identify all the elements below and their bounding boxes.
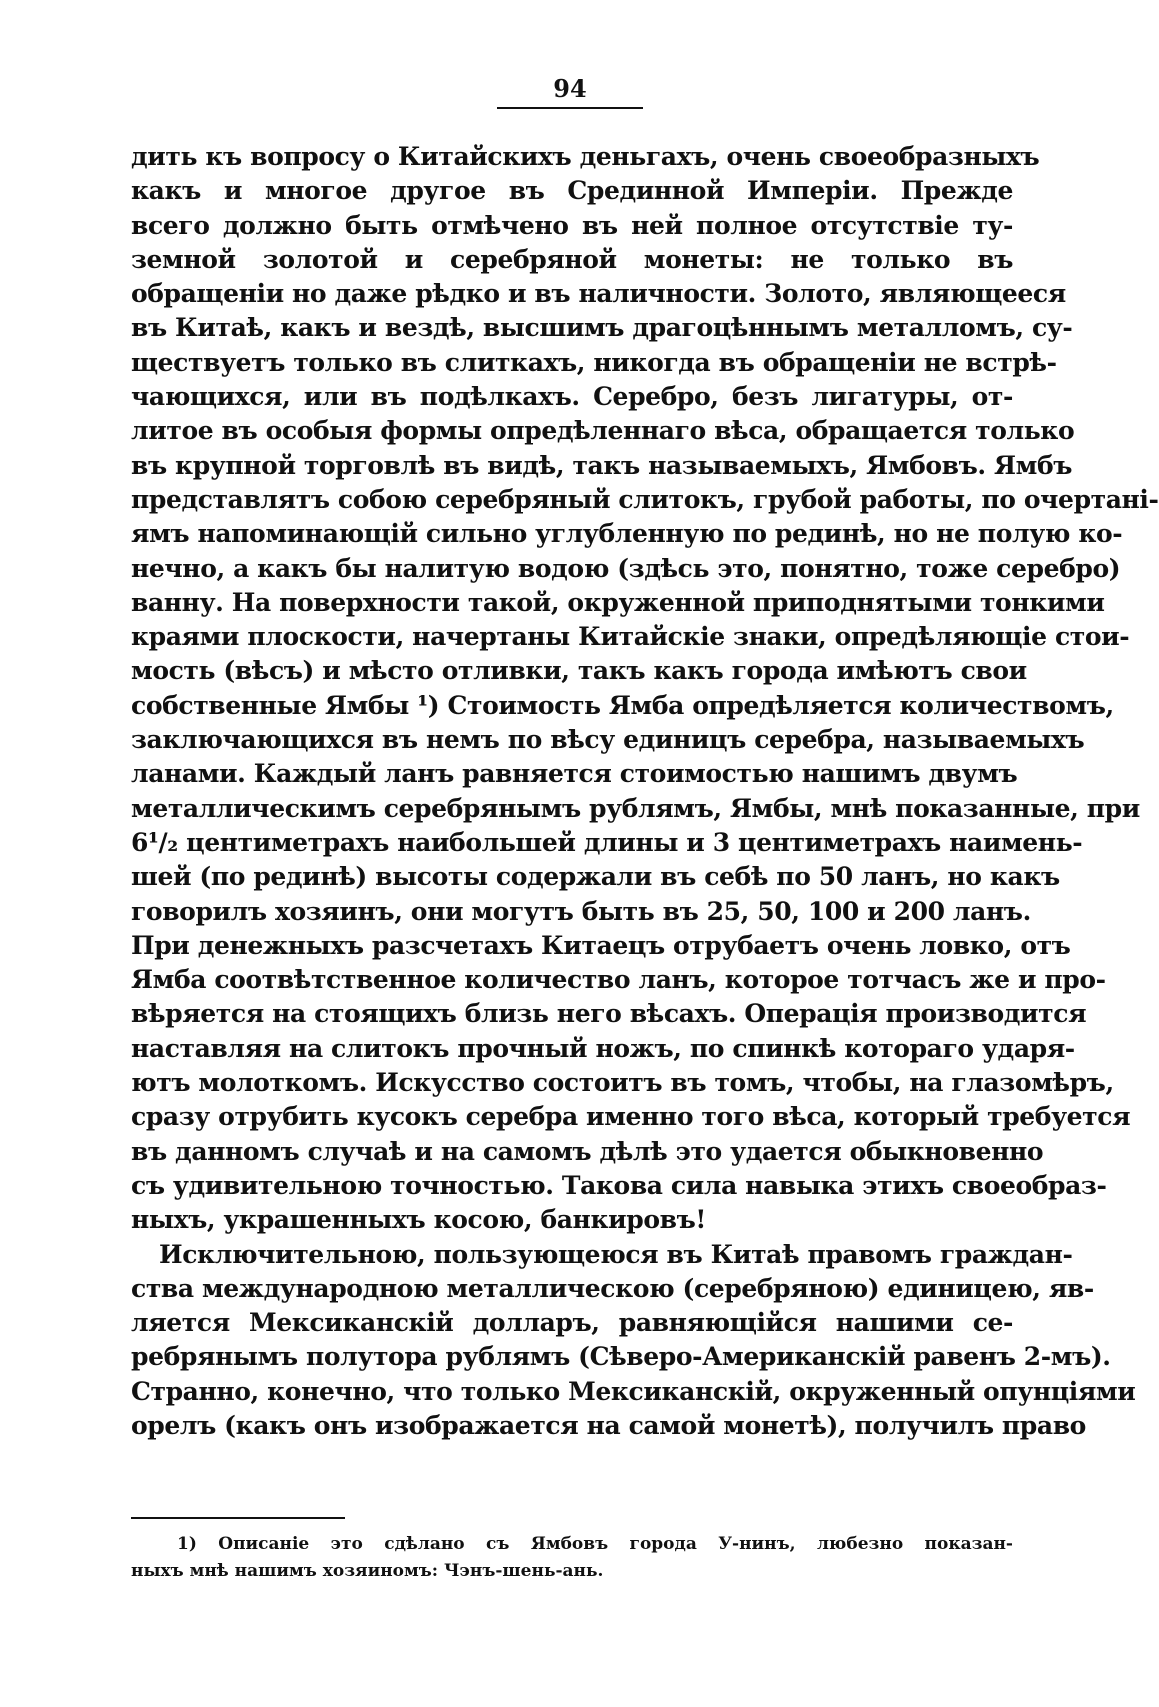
text-line: нечно, а какъ бы налитую водою (здѣсь это, понятно, тоже серебро): [131, 553, 1121, 583]
text-line: ютъ молоткомъ. Искусство состоитъ въ томъ, чтобы, на глазомѣръ,: [131, 1068, 1114, 1098]
text-line: представлятъ собою серебряный слитокъ, грубой работы, по очертані-: [131, 484, 1159, 514]
text-line: ляется Мексиканскій долларъ, равняющійся нашими се-: [131, 1308, 1013, 1338]
text-line: въ Китаѣ, какъ и вездѣ, высшимъ драгоцѣннымъ металломъ, су-: [131, 313, 1073, 343]
text-line: При денежныхъ разсчетахъ Китаецъ отрубаетъ очень ловко, отъ: [131, 930, 1071, 960]
footnote: [131, 1531, 1013, 1585]
text-line: ямъ напоминающій сильно углубленную по рединѣ, но не полую ко-: [131, 519, 1123, 549]
text-line: въ данномъ случаѣ и на самомъ дѣлѣ это удается обыкновенно: [131, 1136, 1044, 1166]
text-line: мость (вѣсъ) и мѣсто отливки, такъ какъ города имѣютъ свои: [131, 656, 1027, 686]
text-line: земной золотой и серебряной монеты: не только въ: [131, 244, 1013, 274]
text-line: краями плоскости, начертаны Китайскіе знаки, опредѣляющіе стои-: [131, 622, 1130, 652]
text-line: какъ и многое другое въ Срединной Имперіи. Прежде: [131, 176, 1013, 206]
text-line: орелъ (какъ онъ изображается на самой монетѣ), получилъ право: [131, 1410, 1086, 1440]
text-line: ребрянымъ полутора рублямъ (Сѣверо-Американскій равенъ 2-мъ).: [131, 1342, 1111, 1372]
text-line: литое въ особыя формы опредѣленнаго вѣса, обращается только: [131, 416, 1075, 446]
text-line: говорилъ хозяинъ, они могутъ быть въ 25, 50, 100 и 200 ланъ.: [131, 896, 1031, 926]
text-line: съ удивительною точностью. Такова сила навыка этихъ своеобраз-: [131, 1170, 1107, 1200]
text-line: дить къ вопросу о Китайскихъ деньгахъ, очень своеобразныхъ: [131, 142, 1040, 171]
text-line: Странно, конечно, что только Мексиканскій, окруженный опунціями: [131, 1376, 1136, 1406]
text-line: шей (по рединѣ) высоты содержали въ себѣ по 50 ланъ, но какъ: [131, 862, 1060, 892]
text-line: металлическимъ серебрянымъ рублямъ, Ямбы, мнѣ показанные, при: [131, 793, 1140, 823]
text-line: сразу отрубить кусокъ серебра именно того вѣса, который требуется: [131, 1102, 1131, 1132]
page-number: 94: [553, 74, 587, 103]
text-line: ланами. Каждый ланъ равняется стоимостью нашимъ двумъ: [131, 759, 1018, 789]
text-line: вѣряется на стоящихъ близь него вѣсахъ. Операція производится: [131, 999, 1087, 1029]
text-line: 6¹/₂ центиметрахъ наибольшей длины и 3 центиметрахъ наимень-: [131, 827, 1083, 857]
text-line: въ крупной торговлѣ въ видѣ, такъ называемыхъ, Ямбовъ. Ямбъ: [131, 450, 1072, 480]
text-line: ныхъ, украшенныхъ косою, банкировъ!: [131, 1205, 706, 1235]
text-line: Ямба соотвѣтственное количество ланъ, которое тотчасъ же и про-: [131, 965, 1106, 995]
text-line: ванну. На поверхности такой, окруженной приподнятыми тонкими: [131, 587, 1105, 617]
text-line: всего должно быть отмѣчено въ ней полное отсутствіе ту-: [131, 210, 1013, 240]
text-line: ществуетъ только въ слиткахъ, никогда въ обращеніи не встрѣ-: [131, 347, 1057, 377]
body-text: [131, 140, 1159, 1443]
text-line: заключающихся въ немъ по вѣсу единицъ серебра, называемыхъ: [131, 725, 1085, 755]
footnote-rule: [131, 1517, 345, 1519]
header-rule: [497, 107, 643, 109]
text-line: собственные Ямбы ¹) Стоимость Ямба опредѣляется количествомъ,: [131, 690, 1114, 720]
text-line: ства международною металлическою (серебряною) единицею, яв-: [131, 1273, 1094, 1303]
text-line: наставляя на слитокъ прочный ножъ, по спинкѣ котораго ударя-: [131, 1033, 1075, 1063]
text-line: Исключительною, пользующеюся въ Китаѣ правомъ граждан-: [159, 1239, 1073, 1269]
footnote-line: 1) Описаніе это сдѣлано съ Ямбовъ города У-нинъ, любезно показан-: [177, 1534, 1013, 1554]
text-line: обращеніи но даже рѣдко и въ наличности. Золото, являющееся: [131, 279, 1066, 309]
text-line: чающихся, или въ подѣлкахъ. Серебро, безъ лигатуры, от-: [131, 382, 1013, 412]
footnote-line: ныхъ мнѣ нашимъ хозяиномъ: Чэнъ-шень-ань.: [131, 1561, 604, 1581]
